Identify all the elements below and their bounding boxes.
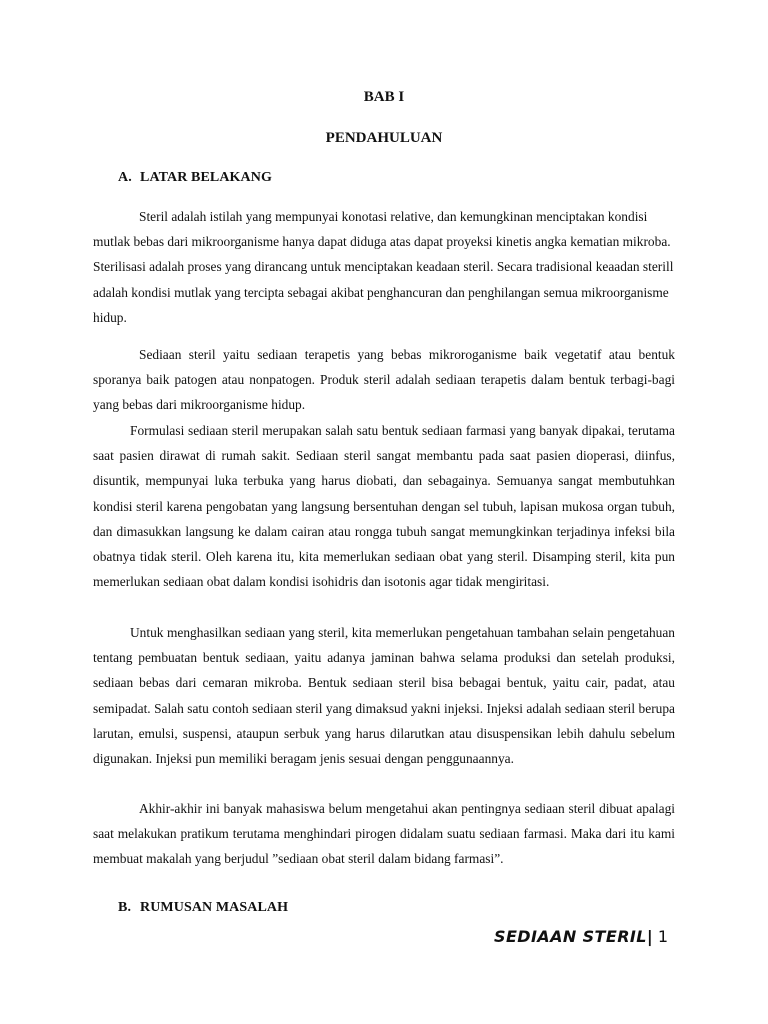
- footer-separator: |: [646, 927, 653, 946]
- section-title: LATAR BELAKANG: [140, 170, 272, 185]
- footer-title: SEDIAAN STERIL: [494, 927, 647, 946]
- section-title: RUMUSAN MASALAH: [140, 900, 289, 915]
- chapter-title: PENDAHULUAN: [325, 130, 443, 146]
- page-number: 1: [657, 927, 668, 946]
- section-heading-rumusan-masalah: [118, 900, 288, 916]
- section-number: A.: [118, 170, 132, 185]
- chapter-number: BAB I: [363, 89, 405, 105]
- paragraph-formulasi: Formulasi sediaan steril merupakan salah satu bentuk sediaan farmasi yang banyak dipakai, terutama saat pasien dirawat di rumah sakit. Sediaan steril sangat membantu pada saat pasien dioperasi, diinfus, disuntik, mempunyai luka terbuka yang harus diobati, dan sebagainya. Semuanya sangat membutuhkan kondisi steril karena pengobatan yang langsung bersentuhan dengan sel tubuh, lapisan mukosa organ tubuh, dan dimasukkan langsung ke dalam cairan atau rongga tubuh sangat memungkinkan terjadinya infeksi bila obatnya tidak steril. Oleh karena itu, kita memerlukan sediaan obat yang steril. Disamping steril, kita pun memerlukan sediaan obat dalam kondisi isohidris dan isotonis agar tidak mengiritasi.: [93, 423, 675, 590]
- section-heading-latar-belakang: [118, 170, 272, 186]
- page-footer: [494, 927, 668, 946]
- paragraph-steril-definition: Steril adalah istilah yang mempunyai konotasi relative, dan kemungkinan menciptakan kondisi mutlak bebas dari mikroorganisme hanya dapat diduga atas dapat proyeksi kinetis angka kematian mikroba. Sterilisasi adalah proses yang dirancang untuk menciptakan keadaan steril. Secara tradisional keaadan sterill adalah kondisi mutlak yang tercipta sebagai akibat penghancuran dan penghilangan semua mikroorganisme hidup.: [93, 209, 674, 325]
- paragraph-akhir-akhir: Akhir-akhir ini banyak mahasiswa belum mengetahui akan pentingnya sediaan steril dibuat apalagi saat melakukan pratikum terutama menghindari pirogen didalam suatu sediaan farmasi. Maka dari itu kami membuat makalah yang berjudul ”sediaan obat steril dalam bidang farmasi”.: [93, 801, 675, 867]
- section-number: B.: [118, 900, 132, 915]
- paragraph-menghasilkan: Untuk menghasilkan sediaan yang steril, kita memerlukan pengetahuan tambahan selain pengetahuan tentang pembuatan bentuk sediaan, yaitu adanya jaminan bahwa selama produksi dan setelah produksi, sediaan bebas dari cemaran mikroba. Bentuk sediaan steril bisa bebagai bentuk, yaitu cair, padat, atau semipadat. Salah satu contoh sediaan steril yang dimaksud yakni injeksi. Injeksi adalah sediaan steril berupa larutan, emulsi, suspensi, ataupun serbuk yang harus dilarutkan atau disuspensikan lebih dahulu sebelum digunakan. Injeksi pun memiliki beragam jenis sesuai dengan penggunaannya.: [93, 625, 675, 767]
- paragraph-sediaan-steril: Sediaan steril yaitu sediaan terapetis yang bebas mikroroganisme baik vegetatif atau bentuk sporanya baik patogen atau nonpatogen. Produk steril adalah sediaan terapetis dalam bentuk terbagi-bagi yang bebas dari mikroorganisme hidup.: [93, 347, 675, 413]
